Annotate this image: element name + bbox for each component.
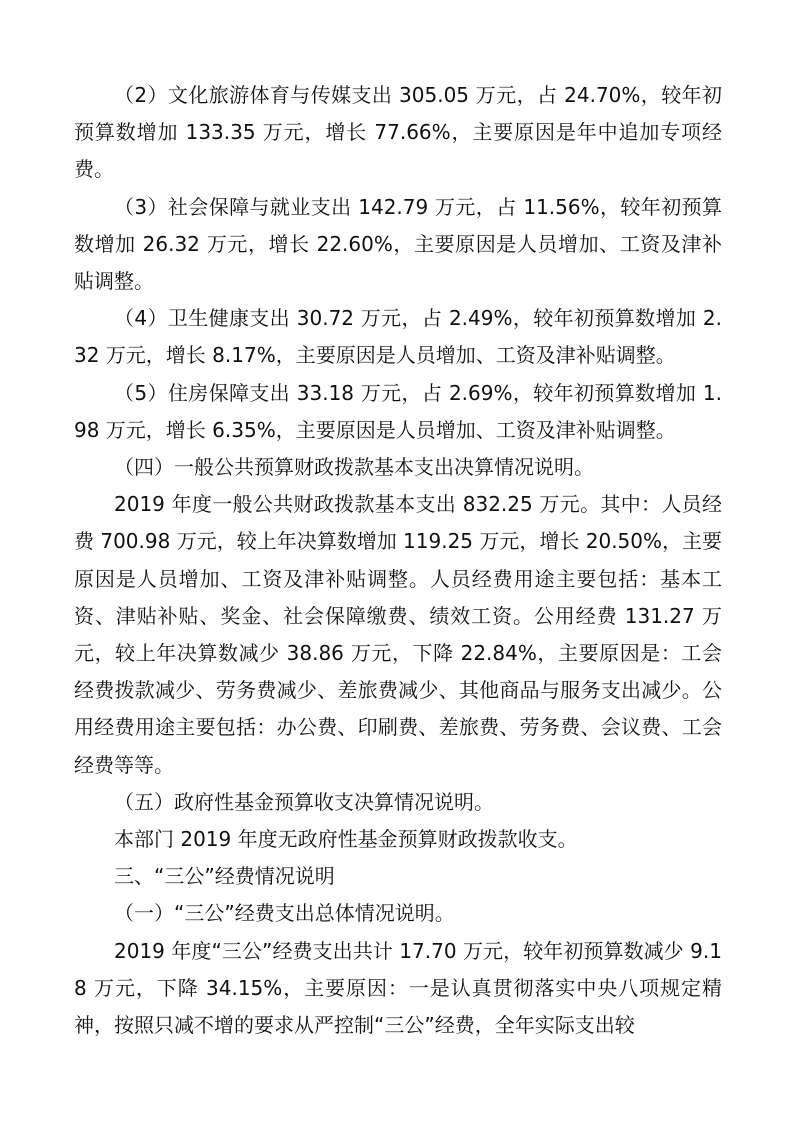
section-heading-three-public-expenses: 三、“三公”经费情况说明 bbox=[114, 864, 335, 889]
section-heading-government-fund: （五）政府性基金预算收支决算情况说明。 bbox=[114, 789, 494, 814]
paragraph-housing-expenditure: （5）住房保障支出 33.18 万元，占 2.69%，较年初预算数增加 1.98 万元，增长 6.35%，主要原因是人员增加、工资及津补贴调整。 bbox=[74, 380, 722, 442]
paragraph-health-expenditure: （4）卫生健康支出 30.72 万元，占 2.49%，较年初预算数增加 2.32 万元，增长 8.17%，主要原因是人员增加、工资及津补贴调整。 bbox=[74, 306, 722, 368]
paragraph-basic-expenditure-details: 2019 年度一般公共财政拨款基本支出 832.25 万元。其中：人员经费 700.98 万元，较上年决算数增加 119.25 万元，增长 20.50%，主要原因是人员增加、工资及津补贴调整。人员经费用途主要包括：基本工资、津贴补贴、奖金、社会保障缴费、绩效工资。公用经费 131.27 万元，较上年决算数减少 38.86 万元，下降 22.84%，主要原因是：工会经费拨款减少、劳务费减少、差旅费减少、其他商品与服务支出减少。公用经费用途主要包括：办公费、印刷费、差旅费、劳务费、会议费、工会经费等等。 bbox=[74, 492, 723, 777]
paragraph-culture-tourism-expenditure: （2）文化旅游体育与传媒支出 305.05 万元，占 24.70%，较年初预算数增加 133.35 万元，增长 77.66%，主要原因是年中追加专项经费。 bbox=[74, 83, 722, 182]
section-heading-three-public-overview: （一）“三公”经费支出总体情况说明。 bbox=[114, 901, 455, 926]
document-body bbox=[74, 77, 722, 1044]
paragraph-three-public-total: 2019 年度“三公”经费支出共计 17.70 万元，较年初预算数减少 9.18 万元，下降 34.15%，主要原因：一是认真贯彻落实中央八项规定精神，按照只减不增的要求从严控制“三公”经费，全年实际支出较 bbox=[74, 938, 722, 1038]
section-heading-basic-expenditure: （四）一般公共预算财政拨款基本支出决算情况说明。 bbox=[114, 455, 594, 480]
paragraph-government-fund-none: 本部门 2019 年度无政府性基金预算财政拨款收支。 bbox=[114, 827, 578, 852]
paragraph-social-security-expenditure: （3）社会保障与就业支出 142.79 万元，占 11.56%，较年初预算数增加 26.32 万元，增长 22.60%，主要原因是人员增加、工资及津补贴调整。 bbox=[74, 194, 722, 294]
